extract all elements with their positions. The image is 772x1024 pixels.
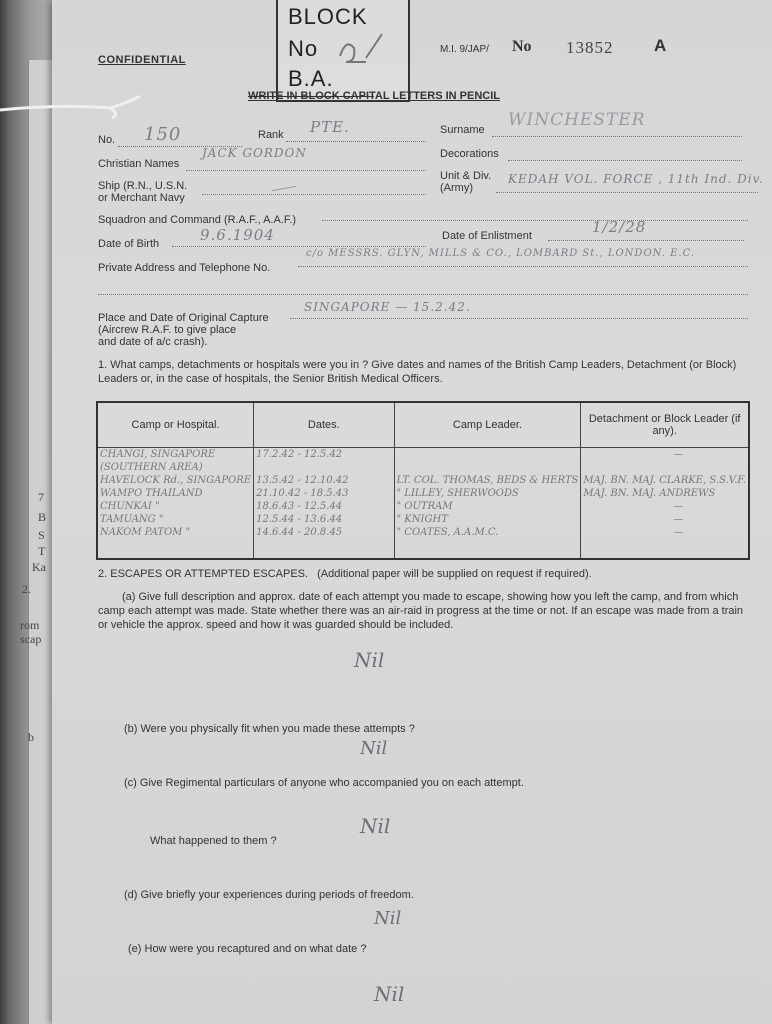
camp-cell: CHANGI, SINGAPORE (SOUTHERN AREA) bbox=[100, 449, 216, 473]
camp-cell: WAMPO THAILAND bbox=[100, 488, 203, 499]
capture-label: Place and Date of Original Capture (Aircrew R.A.F. to give place and date of a/c crash). bbox=[98, 312, 269, 348]
column-header-dates: Dates. bbox=[254, 402, 394, 448]
question-2d: (d) Give briefly your experiences during periods of freedom. bbox=[124, 889, 414, 901]
answer-2e: Nil bbox=[374, 982, 405, 1006]
confidential-label: CONFIDENTIAL bbox=[98, 54, 186, 66]
question-2-heading bbox=[98, 568, 592, 580]
dob-value: 9.6.1904 bbox=[200, 226, 275, 244]
instruction-banner: WRITE IN BLOCK CAPITAL LETTERS IN PENCIL bbox=[248, 90, 500, 102]
dates-cell: 14.6.44 - 20.8.45 bbox=[256, 527, 343, 538]
question-2e: (e) How were you recaptured and on what date ? bbox=[128, 943, 367, 955]
no-value: 150 bbox=[144, 124, 182, 145]
instruction-strike bbox=[248, 96, 374, 97]
no-label: No. bbox=[98, 134, 116, 146]
dates-cell: 21.10.42 - 18.5.43 bbox=[256, 488, 349, 499]
leader-cell: LT. COL. THOMAS, BEDS & HERTS bbox=[396, 475, 579, 486]
stamp-line-block: BLOCK bbox=[288, 4, 368, 29]
underlay-fragment: T bbox=[38, 544, 46, 558]
detachment-cell: MAJ. BN. MAJ. ANDREWS bbox=[583, 488, 716, 499]
stamp-line-ba: B.A. bbox=[288, 66, 334, 91]
camp-cell: CHUNKAI " bbox=[100, 501, 160, 512]
stamp-scribble bbox=[336, 28, 386, 68]
answer-2c: Nil bbox=[360, 814, 391, 838]
stamp-line-no: No bbox=[288, 36, 319, 61]
string-tie bbox=[0, 92, 170, 122]
column-header-camp: Camp or Hospital. bbox=[97, 402, 254, 448]
column-header-leader: Camp Leader. bbox=[394, 402, 581, 448]
capture-value: SINGAPORE — 15.2.42. bbox=[304, 300, 471, 314]
dates-cell: 18.6.43 - 12.5.44 bbox=[256, 501, 343, 512]
question-2c-followup: What happened to them ? bbox=[150, 835, 277, 847]
escapes-heading-note: (Additional paper will be supplied on request if required). bbox=[317, 568, 592, 580]
camp-cell: TAMUANG " bbox=[100, 514, 164, 525]
detachment-cell: — bbox=[673, 501, 684, 512]
dates-cell: 12.5.44 - 13.6.44 bbox=[256, 514, 343, 525]
detachment-cell: MAJ. BN. MAJ. CLARKE, S.S.V.F. bbox=[583, 475, 746, 486]
enlistment-label: Date of Enlistment bbox=[442, 230, 532, 242]
dates-cell: 13.5.42 - 12.10.42 bbox=[256, 475, 349, 486]
question-2a: (a) Give full description and approx. date of each attempt you made to escape, showing how you left the camp, and from which camp each attempt was made. State whether there was an air-raid in progress at the time or not. If an escape was made from a train or vehicle the approx. speed and how it was guarded should be included. bbox=[98, 591, 744, 631]
question-2b: (b) Were you physically fit when you made these attempts ? bbox=[124, 723, 415, 735]
squadron-label: Squadron and Command (R.A.F., A.A.F.) bbox=[98, 214, 297, 226]
answer-2b: Nil bbox=[360, 738, 388, 759]
ship-dash bbox=[272, 186, 296, 191]
form-page bbox=[52, 0, 772, 1024]
decorations-label: Decorations bbox=[440, 148, 499, 160]
underlay-fragment: scap bbox=[20, 632, 42, 646]
ship-label: Ship (R.N., U.S.N. or Merchant Navy bbox=[98, 180, 188, 204]
underlay-fragment: Ka bbox=[32, 560, 46, 574]
form-reference: M.I. 9/JAP/ bbox=[440, 44, 489, 55]
camp-cell: NAKOM PATOM " bbox=[100, 527, 191, 538]
enlistment-value: 1/2/28 bbox=[592, 218, 647, 236]
address-label: Private Address and Telephone No. bbox=[98, 262, 271, 274]
column-header-detachment: Detachment or Block Leader (if any). bbox=[581, 402, 749, 448]
unit-label: Unit & Div. (Army) bbox=[440, 170, 492, 194]
form-suffix: A bbox=[654, 36, 667, 55]
leader-cell: " OUTRAM bbox=[396, 501, 453, 512]
underlay-fragment: rom bbox=[20, 618, 40, 632]
dates-cell: 17.2.42 - 12.5.42 bbox=[256, 449, 343, 460]
leader-cell bbox=[397, 448, 579, 474]
address-value: c/o MESSRS. GLYN, MILLS & CO., LOMBARD St., LONDON. E.C. bbox=[306, 248, 696, 259]
surname-label: Surname bbox=[440, 124, 485, 136]
answer-2d: Nil bbox=[374, 908, 402, 929]
dob-label: Date of Birth bbox=[98, 238, 160, 250]
rank-value: PTE. bbox=[310, 118, 350, 136]
underlay-fragment: b bbox=[28, 730, 34, 744]
answer-2a: Nil bbox=[354, 648, 385, 672]
question-1-text: 1. What camps, detachments or hospitals were you in ? Give dates and names of the British Camp Leaders, Detachment (or Block) Leaders or, in the case of hospitals, the Senior British Medical Officers. bbox=[98, 359, 737, 385]
table-row bbox=[97, 448, 749, 560]
underlay-fragment: 7 bbox=[38, 490, 44, 504]
rank-label: Rank bbox=[258, 129, 284, 141]
camps-table bbox=[96, 401, 750, 560]
christian-names-value: JACK GORDON bbox=[202, 146, 307, 160]
leader-cell: " KNIGHT bbox=[396, 514, 448, 525]
underlay-fragment: B bbox=[38, 510, 47, 524]
leader-cell: " COATES, A.A.M.C. bbox=[396, 527, 499, 538]
number-prefix: No bbox=[512, 38, 532, 55]
detachment-cell: — bbox=[673, 514, 684, 525]
detachment-cell: — bbox=[673, 527, 684, 538]
underlay-fragment: S bbox=[38, 528, 45, 542]
christian-names-label: Christian Names bbox=[98, 158, 180, 170]
unit-value: KEDAH VOL. FORCE , 11th Ind. Div. bbox=[508, 172, 764, 186]
detachment-cell: — bbox=[673, 449, 684, 460]
camp-cell: HAVELOCK Rd., SINGAPORE bbox=[100, 475, 252, 486]
surname-value: WINCHESTER bbox=[508, 110, 646, 130]
question-2c: (c) Give Regimental particulars of anyone who accompanied you on each attempt. bbox=[124, 777, 524, 789]
form-number: 13852 bbox=[566, 38, 614, 57]
underlay-fragment: 2. bbox=[22, 582, 31, 596]
block-stamp bbox=[276, 0, 410, 102]
leader-cell: " LILLEY, SHERWOODS bbox=[396, 488, 519, 499]
escapes-heading: 2. ESCAPES OR ATTEMPTED ESCAPES. bbox=[98, 568, 309, 580]
